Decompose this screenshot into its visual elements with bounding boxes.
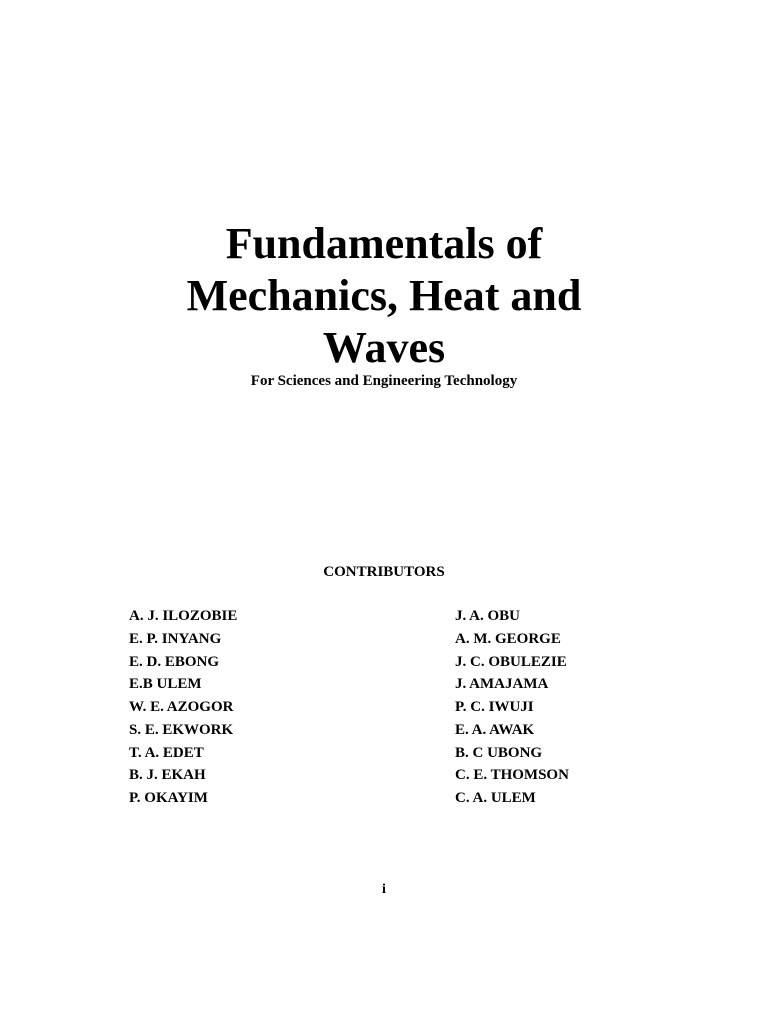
contributor-name: W. E. AZOGOR	[129, 699, 234, 715]
contributor-name: P. OKAYIM	[129, 790, 208, 806]
contributor-name: J. AMAJAMA	[455, 676, 549, 693]
contributors-left-column	[129, 605, 237, 810]
contributor-name: P. C. IWUJI	[455, 699, 534, 715]
contributor-name: E.B ULEM	[129, 676, 202, 693]
contributor-name: E. D. EBONG	[129, 653, 220, 670]
contributor-name: C. A. ULEM	[455, 790, 536, 806]
contributors-right-column	[455, 605, 569, 810]
contributors-heading: CONTRIBUTORS	[323, 564, 445, 580]
title-line: Waves	[322, 323, 446, 372]
contributor-name: E. A. AWAK	[455, 721, 535, 738]
contributor-name: B. C UBONG	[455, 744, 543, 761]
contributor-name: C. E. THOMSON	[455, 767, 569, 784]
contributor-name: T. A. EDET	[129, 744, 204, 761]
contributor-name: E. P. INYANG	[129, 630, 222, 647]
book-title	[0, 218, 768, 374]
contributor-name: J. C. OBULEZIE	[455, 653, 567, 670]
contributor-name: A. M. GEORGE	[455, 630, 561, 647]
title-line: Mechanics, Heat and	[186, 271, 582, 320]
contributor-name: A. J. ILOZOBIE	[129, 608, 238, 624]
page-number: i	[382, 882, 386, 897]
book-subtitle: For Sciences and Engineering Technology	[250, 373, 518, 389]
contributor-name: S. E. EKWORK	[129, 721, 234, 738]
title-line: Fundamentals of	[225, 219, 543, 268]
contributor-name: B. J. EKAH	[129, 767, 206, 784]
contributor-name: J. A. OBU	[455, 608, 521, 624]
